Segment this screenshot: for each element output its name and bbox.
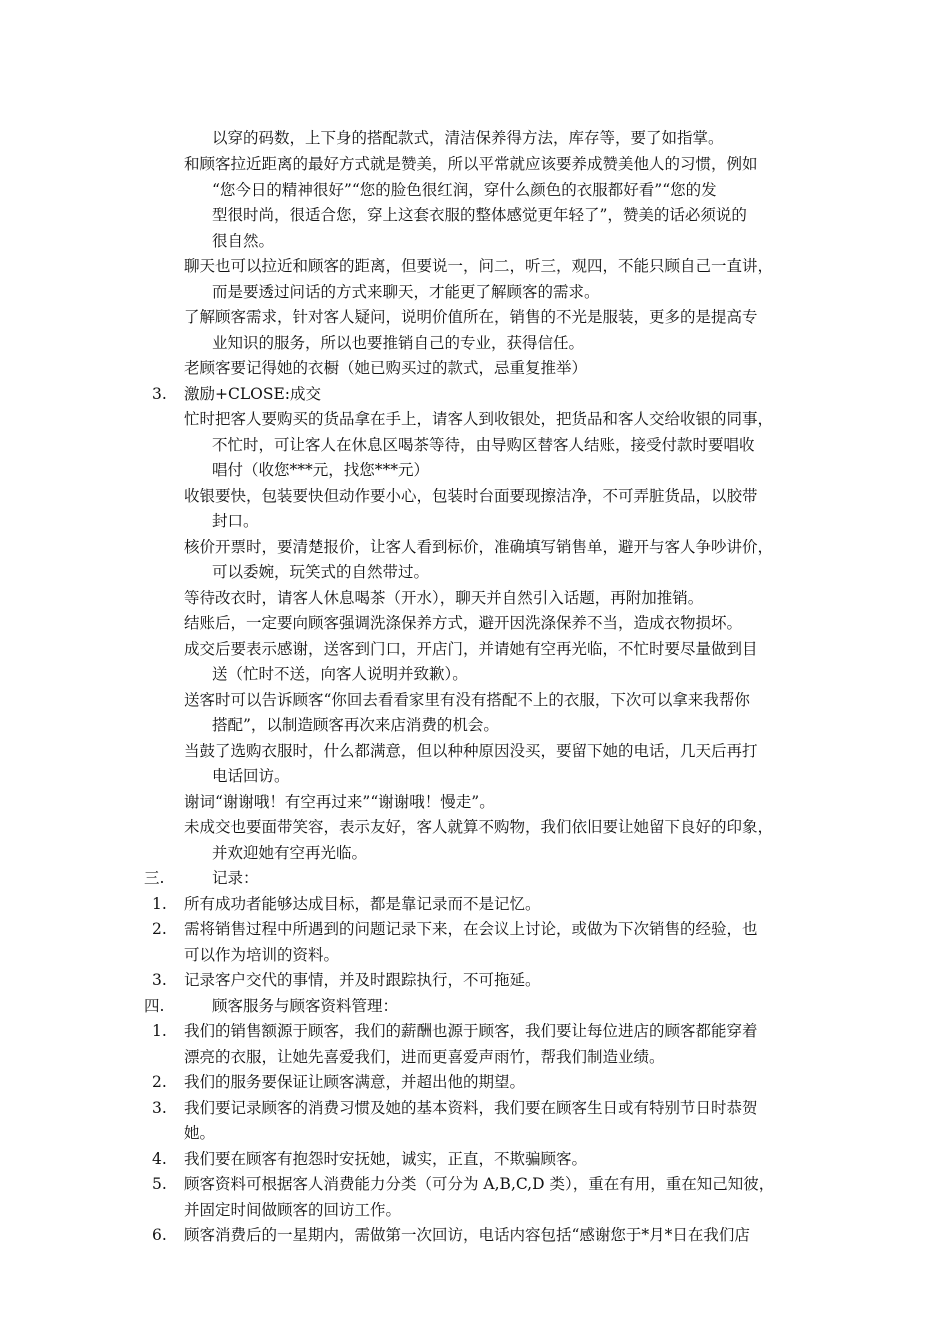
list-item: 我们的服务要保证让顾客满意，并超出他的期望。	[184, 1073, 526, 1091]
text-line: “您今日的精神很好”“您的脸色很红润，穿什么颜色的衣服都好看”“您的发	[212, 181, 717, 199]
text-line: 以穿的码数，上下身的搭配款式，清洁保养得方法，库存等，要了如指掌。	[212, 129, 724, 147]
text-line: 忙时把客人要购买的货品拿在手上，请客人到收银处，把货品和客人交给收银的同事，	[184, 410, 774, 428]
list-item: 我们的销售额源于顾客，我们的薪酬也源于顾客，我们要让每位进店的顾客都能穿着	[184, 1022, 758, 1040]
text-line: 很自然。	[212, 232, 275, 250]
list-item: 我们要记录顾客的消费习惯及她的基本资料，我们要在顾客生日或有特别节日时恭贺	[184, 1099, 758, 1117]
text-line: 型很时尚，很适合您，穿上这套衣服的整体感觉更年轻了”，赞美的话必须说的	[212, 206, 747, 224]
list-item-cont: 可以作为培训的资料。	[184, 946, 340, 964]
text-line: 成交后要表示感谢，送客到门口，开店门，并请她有空再光临，不忙时要尽量做到目	[184, 640, 758, 658]
list-number: 1.	[152, 895, 167, 913]
list-number: 2.	[152, 1073, 167, 1091]
list-number: 3.	[152, 971, 167, 989]
text-line: 电话回访。	[212, 767, 290, 785]
text-line: 聊天也可以拉近和顾客的距离，但要说一，问二，听三，观四，不能只顾自己一直讲，	[184, 257, 774, 275]
text-line: 送客时可以告诉顾客“你回去看看家里有没有搭配不上的衣服，下次可以拿来我帮你	[184, 691, 750, 709]
list-item-cont: 并固定时间做顾客的回访工作。	[184, 1201, 402, 1219]
text-line: 等待改衣时，请客人休息喝茶（开水），聊天并自然引入话题，再附加推销。	[184, 589, 704, 607]
section-number: 四.	[144, 997, 165, 1015]
list-item: 需将销售过程中所遇到的问题记录下来，在会议上讨论，或做为下次销售的经验，也	[184, 920, 758, 938]
section-title: 记录：	[212, 869, 259, 887]
text-line: 老顾客要记得她的衣橱（她已购买过的款式，忌重复推举）	[184, 359, 588, 377]
text-line: 搭配”，以制造顾客再次来店消费的机会。	[212, 716, 499, 734]
list-item: 所有成功者能够达成目标，都是靠记录而不是记忆。	[184, 895, 541, 913]
list-number: 1.	[152, 1022, 167, 1040]
list-item: 我们要在顾客有抱怨时安抚她，诚实，正直，不欺骗顾客。	[184, 1150, 588, 1168]
list-item: 顾客消费后的一星期内，需做第一次回访，电话内容包括“感谢您于*月*日在我们店	[184, 1226, 750, 1244]
text-line: 核价开票时，要清楚报价，让客人看到标价，准确填写销售单，避开与客人争吵讲价，	[184, 538, 774, 556]
list-item: 顾客资料可根据客人消费能力分类（可分为 A,B,C,D 类），重在有用，重在知己知彼，	[184, 1175, 775, 1193]
list-number: 3.	[152, 385, 167, 403]
text-line: 唱付（收您***元，找您***元）	[212, 461, 430, 479]
section-title: 顾客服务与顾客资料管理：	[212, 997, 399, 1015]
list-number: 3.	[152, 1099, 167, 1117]
text-line: 谢词“谢谢哦！有空再过来”“谢谢哦！慢走”。	[184, 793, 495, 811]
list-number: 4.	[152, 1150, 167, 1168]
list-number: 5.	[152, 1175, 167, 1193]
list-item-title: 激励+CLOSE:成交	[184, 385, 322, 403]
list-number: 2.	[152, 920, 167, 938]
text-line: 业知识的服务，所以也要推销自己的专业，获得信任。	[212, 334, 585, 352]
list-item-cont: 她。	[184, 1124, 216, 1142]
list-item-cont: 漂亮的衣服，让她先喜爱我们，进而更喜爱声雨竹，帮我们制造业绩。	[184, 1048, 665, 1066]
text-line: 和顾客拉近距离的最好方式就是赞美，所以平常就应该要养成赞美他人的习惯，例如	[184, 155, 758, 173]
list-item: 记录客户交代的事情，并及时跟踪执行，不可拖延。	[184, 971, 541, 989]
text-line: 收银要快，包装要快但动作要小心，包装时台面要现擦洁净，不可弄脏货品，以胶带	[184, 487, 758, 505]
text-line: 并欢迎她有空再光临。	[212, 844, 368, 862]
text-line: 而是要透过问话的方式来聊天，才能更了解顾客的需求。	[212, 283, 600, 301]
text-line: 封口。	[212, 512, 259, 530]
text-line: 结账后，一定要向顾客强调洗涤保养方式，避开因洗涤保养不当，造成衣物损坏。	[184, 614, 743, 632]
text-line: 了解顾客需求，针对客人疑问，说明价值所在，销售的不光是服装，更多的是提高专	[184, 308, 758, 326]
text-line: 送（忙时不送，向客人说明并致歉）。	[212, 665, 468, 683]
text-line: 不忙时，可让客人在休息区喝茶等待，由导购区替客人结账，接受付款时要唱收	[212, 436, 755, 454]
text-line: 未成交也要面带笑容，表示友好，客人就算不购物，我们依旧要让她留下良好的印象，	[184, 818, 774, 836]
list-number: 6.	[152, 1226, 167, 1244]
section-number: 三.	[144, 869, 165, 887]
text-line: 当鼓了选购衣服时，什么都满意，但以种种原因没买，要留下她的电话，几天后再打	[184, 742, 758, 760]
text-line: 可以委婉，玩笑式的自然带过。	[212, 563, 430, 581]
